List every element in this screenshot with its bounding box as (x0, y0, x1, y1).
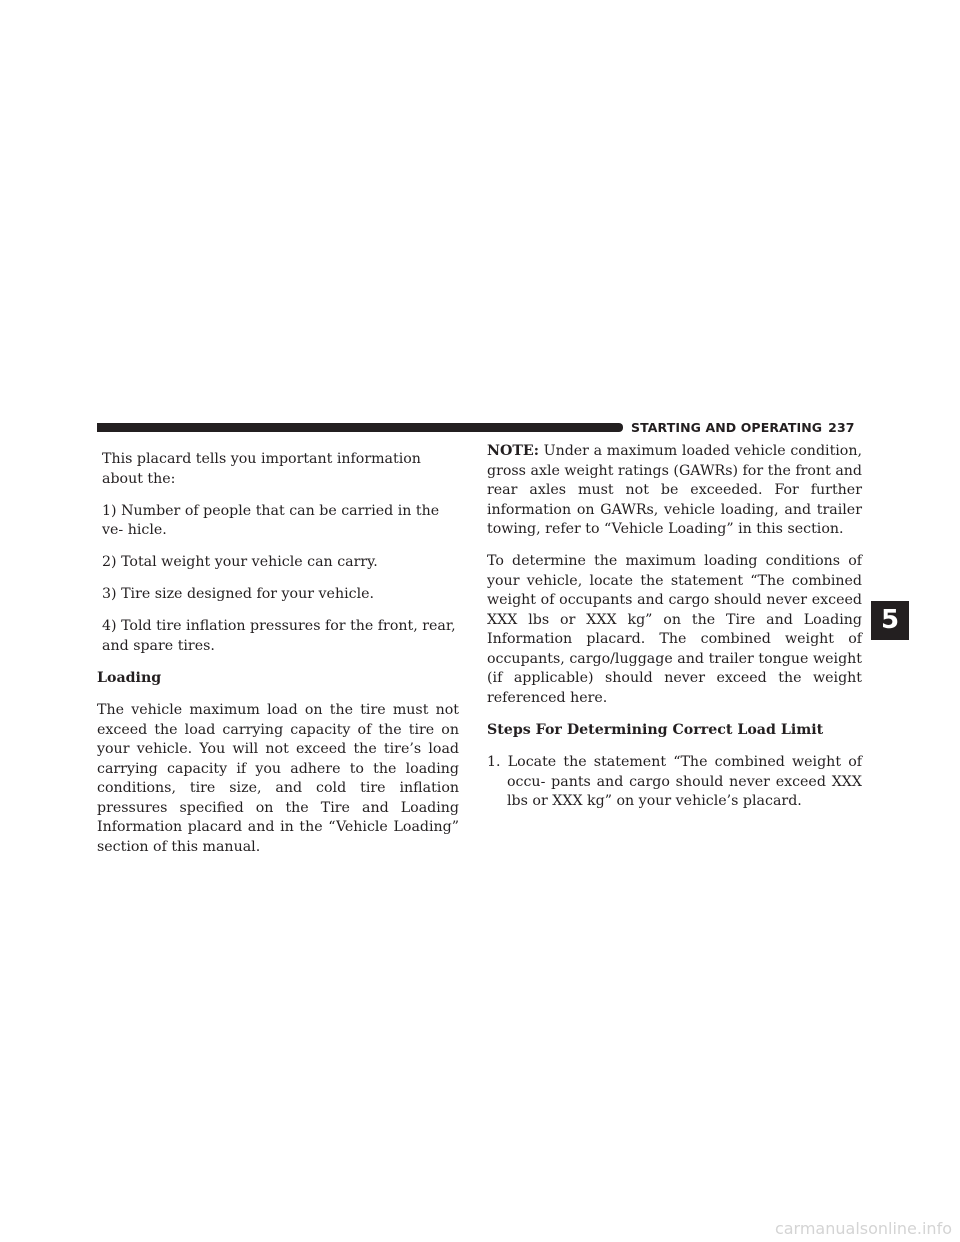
note-paragraph (487, 442, 862, 540)
left-column (97, 450, 459, 870)
header-rule (97, 423, 623, 432)
placard-item-3: 3) Tire size designed for your vehicle. (102, 586, 375, 602)
loading-heading: Loading (97, 669, 162, 686)
placard-item-2: 2) Total weight your vehicle can carry. (102, 554, 378, 570)
loading-body: The vehicle maximum load on the tire must not exceed the load carrying capacity of the tire on your vehicle. You will not exceed the tire’s load carrying capacity if you adhere to the loading conditions, tire size, and cold tire inflation pressures specified on the Tire and Loading Information placard and in the “Vehicle Loading” section of this manual. (97, 702, 459, 855)
steps-heading: Steps For Determining Correct Load Limit (487, 721, 824, 738)
determine-paragraph: To determine the maximum loading conditions of your vehicle, locate the statement “The combined weight of occupants and cargo should never exceed XXX lbs or XXX kg” on the Tire and Loading Information placard. The combined weight of occupants, cargo/luggage and trailer tongue weight (if applicable) should never exceed the weight referenced here. (487, 553, 862, 706)
page-number: 237 (828, 420, 855, 435)
section-title: STARTING AND OPERATING (631, 420, 823, 435)
note-label: NOTE: (487, 443, 539, 459)
placard-item-1: 1) Number of people that can be carried in the ve- hicle. (102, 502, 440, 538)
note-text: Under a maximum loaded vehicle condition, gross axle weight ratings (GAWRs) for the front and rear axles must not be exceeded. For further information on GAWRs, vehicle loading, and trailer towing, refer to “Vehicle Loading” in this section. (487, 443, 862, 537)
right-column (487, 442, 862, 824)
running-head (631, 418, 868, 438)
placard-item-4: 4) Told tire inflation pressures for the front, rear, and spare tires. (102, 618, 456, 654)
watermark: carmanualsonline.info (774, 1219, 952, 1238)
chapter-tab: 5 (871, 601, 909, 640)
step-1: 1. Locate the statement “The combined weight of occu- pants and cargo should never exceed XXX lbs or XXX kg” on your vehicle’s placard. (487, 754, 862, 809)
placard-intro: This placard tells you important information about the: (102, 451, 421, 487)
